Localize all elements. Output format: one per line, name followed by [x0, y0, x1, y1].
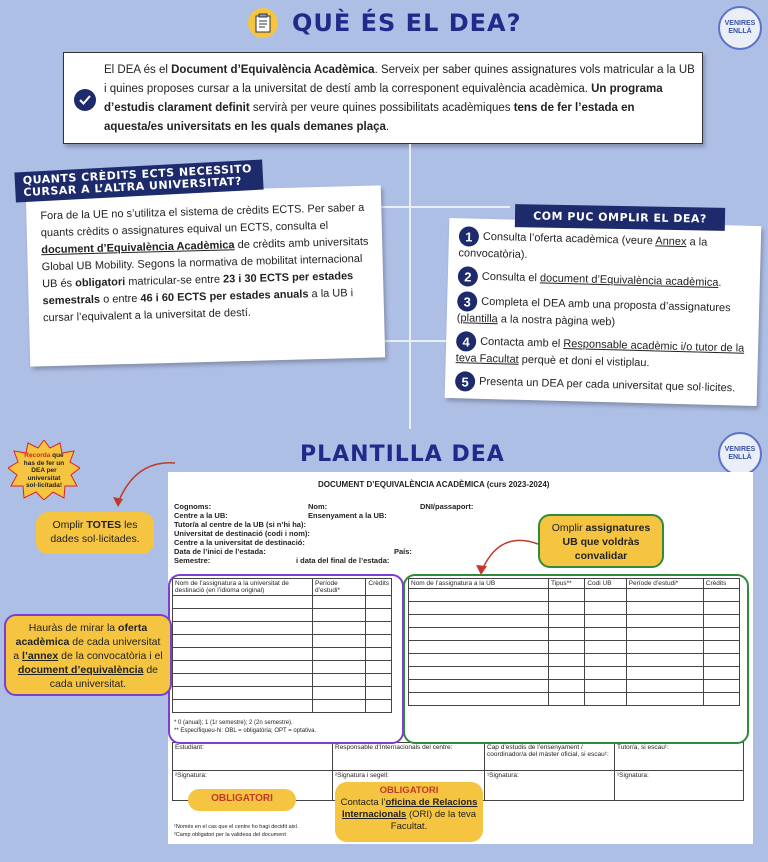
footnote-2: ²Camp obligatori per la validesa del document — [174, 832, 286, 838]
sign-header: Cap d’estudis de l’ensenyament / coordinador/a del màster oficial, si escau¹: — [485, 743, 615, 771]
col-header: Període d’estudi* — [313, 579, 366, 596]
field-ensenyament[interactable]: Ensenyament a la UB: — [308, 511, 387, 520]
green-outline — [403, 574, 749, 744]
field-cognoms[interactable]: Cognoms: — [174, 502, 212, 511]
field-dni[interactable]: DNI/passaport: — [420, 502, 474, 511]
notepad-icon — [248, 8, 278, 38]
logo-text: VENIRES ENLLÀ — [724, 446, 756, 461]
brand-logo — [718, 6, 762, 50]
field-data-inici[interactable]: Data de l’inici de l’estada: — [174, 547, 266, 556]
howto-step: 3 Completa el DEA amb una proposta d’assignatures (plantilla a la nostra pàgina web) — [457, 291, 754, 334]
callout-obligatori-student: OBLIGATORI — [188, 789, 296, 811]
signature-field[interactable]: ¹Signatura: — [615, 771, 744, 801]
col-header: Codi UB — [585, 579, 626, 589]
doc-equivalencia-link[interactable]: document d’Equivalència Acadèmica — [41, 239, 235, 257]
logo-text: VENIRES ENLLÀ — [724, 20, 756, 35]
credits-card — [26, 185, 385, 366]
signature-field[interactable]: ¹Signatura: — [485, 771, 615, 801]
howto-step: 5 Presenta un DEA per cada universitat que sol·licites. — [455, 371, 751, 399]
divider-line — [409, 144, 411, 429]
col-header: Crèdits — [703, 579, 739, 589]
footnote-1: ¹Només en el cas que el centre ho hagi decidit així. — [174, 824, 299, 830]
reminder-badge — [8, 440, 80, 500]
arrow-icon — [460, 530, 540, 580]
howto-card — [445, 218, 762, 406]
col-header: Període d’estudi* — [626, 579, 703, 589]
howto-steps — [455, 226, 755, 399]
sign-header: Responsable d’Internacionals del centre: — [333, 743, 485, 771]
field-tutor[interactable]: Tutor/a al centre de la UB (si n’hi ha): — [174, 520, 306, 529]
field-centre-desti[interactable]: Centre a la universitat de destinació: — [174, 538, 305, 547]
field-semestre[interactable]: Semestre: — [174, 556, 211, 565]
credits-tag: QUANTS CRÈDITS ECTS NECESSITO CURSAR A L’ALTRA UNIVERSITAT? — [14, 160, 263, 203]
page-title: QUÈ ÉS EL DEA? — [292, 9, 522, 37]
field-universitat[interactable]: Universitat de destinació (codi i nom): — [174, 529, 310, 538]
howto-tag: COM PUC OMPLIR EL DEA? — [515, 204, 725, 231]
arrow-icon — [100, 455, 180, 515]
signature-field[interactable]: ²Signatura: — [173, 771, 333, 801]
form-title: DOCUMENT D’EQUIVALÈNCIA ACADÈMICA (curs 2023-2024) — [318, 480, 550, 489]
signature-field[interactable]: ²Signatura i segell: — [333, 771, 485, 801]
check-circle-icon — [74, 89, 96, 111]
intro-text: El DEA és el Document d’Equivalència Acadèmica. Serveix per saber quines assignatures vols matricular a la UB i quines proposes cursar a la universitat de destí amb la corresponent equivalència acadèmica. Un programa d’estudis clarament definit servirà per veure quines possibilitats acadèmiques tens de fer l’estada en aquesta/es universitats en les quals demanes plaça. — [104, 64, 695, 133]
howto-step: 1 Consulta l’oferta acadèmica (veure Annex a la convocatòria). — [458, 226, 755, 269]
purple-outline — [168, 574, 404, 744]
note-types: ** Especifiqueu-hi: OBL = obligatòria; OPT = optativa. — [174, 728, 317, 734]
callout-oferta: Hauràs de mirar la oferta acadèmica de cada universitat a l’annex de la convocatòria i el document d’equivalència de cada universitat. — [4, 614, 172, 696]
credits-text: Fora de la UE no s’utilitza el sistema de crèdits ECTS. Per saber a quants crèdits o assignatures equival un ECTS, consulta el document d’Equivalència Acadèmica de crèdits amb universitats Global UB Mobility. Segons la normativa de mobilitat internacional UB és obligatori matricular-se entre 23 i 30 ECTS per estades semestrals o entre 46 i 60 ECTS per estades anuals a la UB i cursar l’equivalent a la universitat de destí. — [40, 201, 369, 325]
callout-fill-all: Omplir TOTES les dades sol·licitades. — [36, 512, 154, 554]
field-pais[interactable]: País: — [394, 547, 412, 556]
howto-step: 2 Consulta el document d’Equivalència acadèmica. — [458, 266, 754, 294]
brand-logo — [718, 432, 762, 476]
intro-box — [63, 52, 703, 144]
col-header: Tipus** — [549, 579, 585, 589]
sign-header: Tutor/a, si escau¹: — [615, 743, 744, 771]
field-data-final[interactable]: i data del final de l’estada: — [296, 556, 390, 565]
col-header: Crèdits — [366, 579, 392, 596]
callout-obligatori-ori: OBLIGATORI Contacta l’oficina de Relacions Internacionals (ORI) de la teva Facultat. — [335, 782, 483, 842]
col-header: Nom de l’assignatura a la UB — [409, 579, 549, 589]
field-centre-ub[interactable]: Centre a la UB: — [174, 511, 228, 520]
field-nom[interactable]: Nom: — [308, 502, 328, 511]
reminder-text: Recorda que has de fer un DEA per universitat sol·licitada! — [23, 452, 65, 489]
note-periods: * 0 (anual); 1 (1r semestre); 2 (2n semestre). — [174, 720, 293, 726]
divider-line — [360, 206, 510, 208]
plantilla-title: PLANTILLA DEA — [300, 442, 505, 467]
callout-ub-subjects: Omplir assignatures UB que voldràs convalidar — [538, 514, 664, 568]
howto-step: 4 Contacta amb el Responsable acadèmic i/o tutor de la teva Facultat perquè et doni el vistiplau. — [456, 331, 753, 374]
col-header: Nom de l’assignatura a la universitat de destinació (en l’idioma original) — [173, 579, 313, 596]
sign-header: Estudiant: — [173, 743, 333, 771]
